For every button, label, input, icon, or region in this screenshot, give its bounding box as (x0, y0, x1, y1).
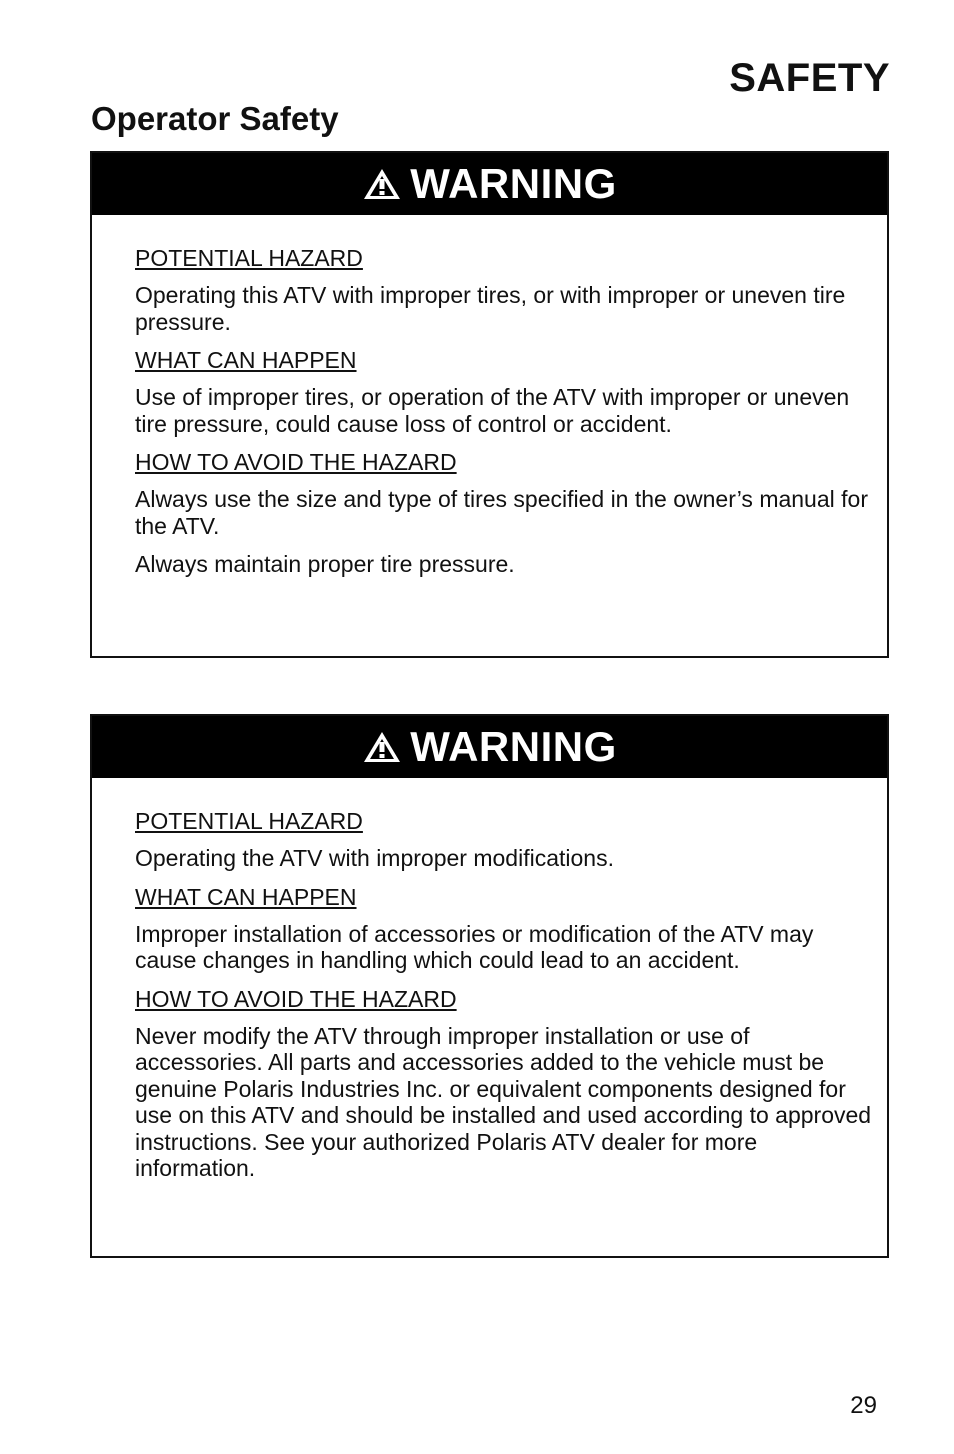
what-can-happen-text: Improper installation of accessories or modification of the ATV may cause changes in handling which could lead to an accident. (135, 920, 814, 973)
potential-hazard-text: Operating this ATV with improper tires, or with improper or uneven tire pressure. (135, 282, 846, 335)
warning-body (92, 778, 887, 1182)
potential-hazard-heading: POTENTIAL HAZARD (135, 245, 363, 271)
warning-triangle-icon (362, 167, 402, 201)
warning-box-modifications (90, 714, 889, 1258)
how-to-avoid-heading: HOW TO AVOID THE HAZARD (135, 449, 457, 475)
warning-header (92, 153, 887, 215)
subsection-title: Operator Safety (91, 100, 339, 137)
potential-hazard-heading: POTENTIAL HAZARD (135, 808, 363, 834)
warning-title: WARNING (410, 723, 617, 770)
what-can-happen-heading: WHAT CAN HAPPEN (135, 883, 357, 910)
how-to-avoid-text: Always maintain proper tire pressure. (135, 551, 515, 577)
how-to-avoid-text: Always use the size and type of tires specified in the owner’s manual for the ATV. (135, 486, 868, 539)
warning-title: WARNING (410, 160, 617, 207)
section-title: SAFETY (729, 56, 890, 100)
warning-header (92, 716, 887, 778)
page-number: 29 (850, 1392, 877, 1419)
warning-triangle-icon (362, 730, 402, 764)
how-to-avoid-text: Never modify the ATV through improper installation or use of accessories. All parts and accessories added to the vehicle must be genuine Polaris Industries Inc. or equivalent components designed for use on this ATV and should be installed and used according to approved instructions. See your authorized Polaris ATV dealer for more information. (135, 1022, 872, 1181)
how-to-avoid-heading: HOW TO AVOID THE HAZARD (135, 985, 457, 1012)
what-can-happen-text: Use of improper tires, or operation of the ATV with improper or uneven tire pressure, could cause loss of control or accident. (135, 384, 850, 437)
what-can-happen-heading: WHAT CAN HAPPEN (135, 347, 357, 373)
potential-hazard-text: Operating the ATV with improper modifications. (135, 845, 614, 871)
warning-body (92, 215, 887, 578)
warning-box-tires (90, 151, 889, 658)
